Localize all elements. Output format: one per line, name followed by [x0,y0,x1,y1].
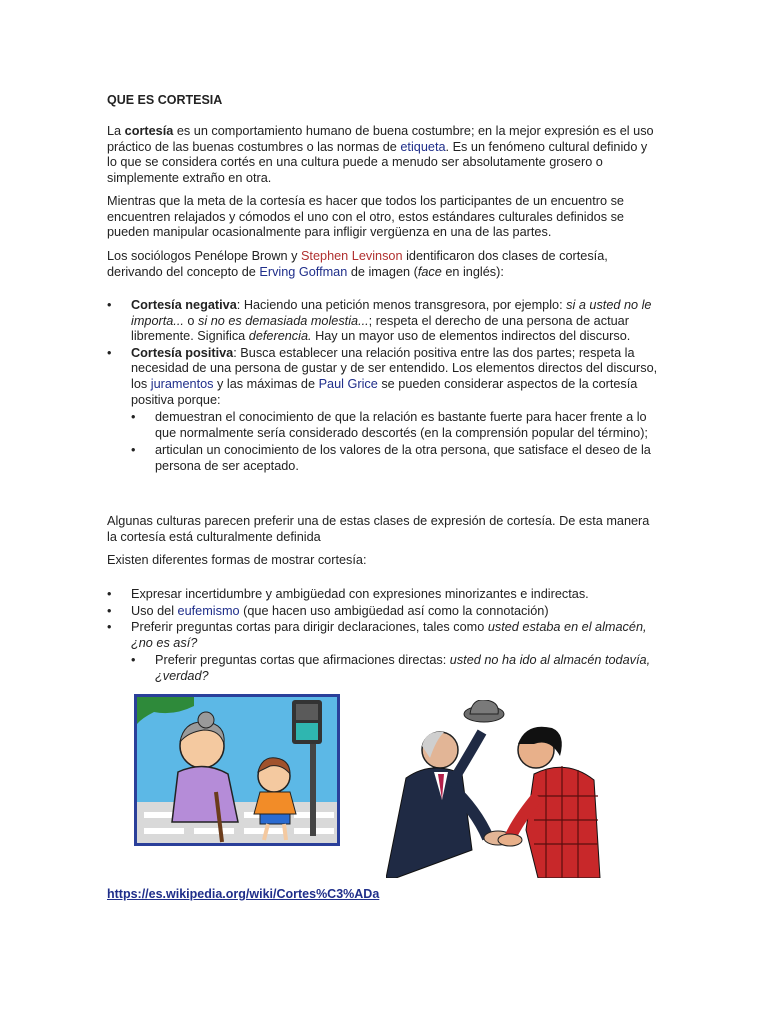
list-item-incertidumbre: • Expresar incertidumbre y ambigüedad con expresiones minorizantes e indirectas. [107,587,660,603]
text: Los sociólogos Penélope Brown y [107,249,301,263]
text: (que hacen uso ambigüedad así como la connotación) [239,603,549,618]
source-url-link[interactable]: https://es.wikipedia.org/wiki/Cortes%C3%ADa [107,887,380,901]
text: Preferir preguntas cortas que afirmaciones directas: [155,653,450,668]
label: Cortesía positiva [131,345,234,360]
list-item-sub-demuestran: • demuestran el conocimiento de que la relación es bastante fuerte para hacer frente a lo que normalmente sería considerado descortés (en la comprensión popular del término); [107,410,660,441]
text: o [183,313,198,328]
text: en inglés): [441,264,504,279]
text: ; respeta el derecho de una persona de actuar libremente. Significa [131,313,629,344]
term-cortesia: cortesía [124,124,174,138]
bullet-list-clases [107,298,660,475]
text: Preferir preguntas cortas para dirigir declaraciones, tales como [131,620,488,635]
link-stephen-levinson[interactable]: Stephen Levinson [300,249,403,263]
text: usted no ha ido al almacén todavía, ¿verdad? [155,653,651,683]
illustration-handshake [386,700,602,878]
list-item-sub-articulan: • articulan un conocimiento de los valores de la otra persona, que satisface el deseo de la persona de ser aceptado. [107,443,660,474]
text: se pueden considerar aspectos de la cortesía positiva porque: [131,376,638,407]
page-title: QUE ES CORTESIA [107,93,223,107]
list-item-preguntas-cortas [107,620,660,651]
paragraph-definition [107,124,660,186]
list-item-cortesia-negativa [107,298,660,345]
link-paul-grice[interactable]: Paul Grice [318,376,378,391]
paragraph-meta: Mientras que la meta de la cortesía es hacer que todos los participantes de un encuentro se encuentren relajados y cómodos el uno con el otro, estos estándares culturales definidos se pueden manipular ocasionalmente para infligir vergüenza en una de las partes. [107,194,624,240]
link-eufemismo[interactable]: eufemismo [177,603,240,618]
text: : Haciendo una petición menos transgresora, por ejemplo: [236,298,567,312]
list-item-eufemismo [107,604,660,620]
text: deferencia. [248,329,312,344]
text: identificaron dos clases de cortesía, derivando del concepto de [107,249,608,279]
link-juramentos[interactable]: juramentos [150,376,214,391]
link-etiqueta[interactable]: etiqueta [400,139,446,154]
text: . Es un fenómeno cultural definido y lo que se considera cortés en una cultura puede a menudo ser absolutamente grosero o simplemente extraño en otra. [107,139,648,185]
link-erving-goffman[interactable]: Erving Goffman [259,264,348,279]
text-face: face [417,264,442,279]
list-item-sub-afirmaciones [107,653,660,684]
label: Cortesía negativa [131,298,237,312]
text: es un comportamiento humano de buena costumbre; en la mejor expresión es el uso práctico de las buenas costumbres o las normas de [107,124,654,154]
text: La [107,124,125,138]
illustration-crossing-street [134,694,340,846]
paragraph-sociologos [107,249,660,280]
text: y las máximas de [213,376,319,391]
paragraph-culturas: Algunas culturas parecen preferir una de estas clases de expresión de cortesía. De esta manera la cortesía está culturalmente definida [107,514,650,544]
text: Hay un mayor uso de elementos indirectos del discurso. [311,329,631,344]
text: si a usted no le importa... [131,298,652,328]
text: Uso del [131,603,178,618]
text: de imagen ( [347,264,418,279]
text: si no es demasiada molestia... [198,313,369,328]
paragraph-formas: Existen diferentes formas de mostrar cortesía: [107,553,367,567]
text: usted estaba en el almacén, ¿no es así? [131,620,647,650]
bullet-list-formas [107,587,660,685]
list-item-cortesia-positiva [107,346,660,408]
text: : Busca establecer una relación positiva entre las dos partes; respeta la necesidad de una persona de gustar y de ser entendido. Los elementos directos del discurso, los [131,345,658,391]
